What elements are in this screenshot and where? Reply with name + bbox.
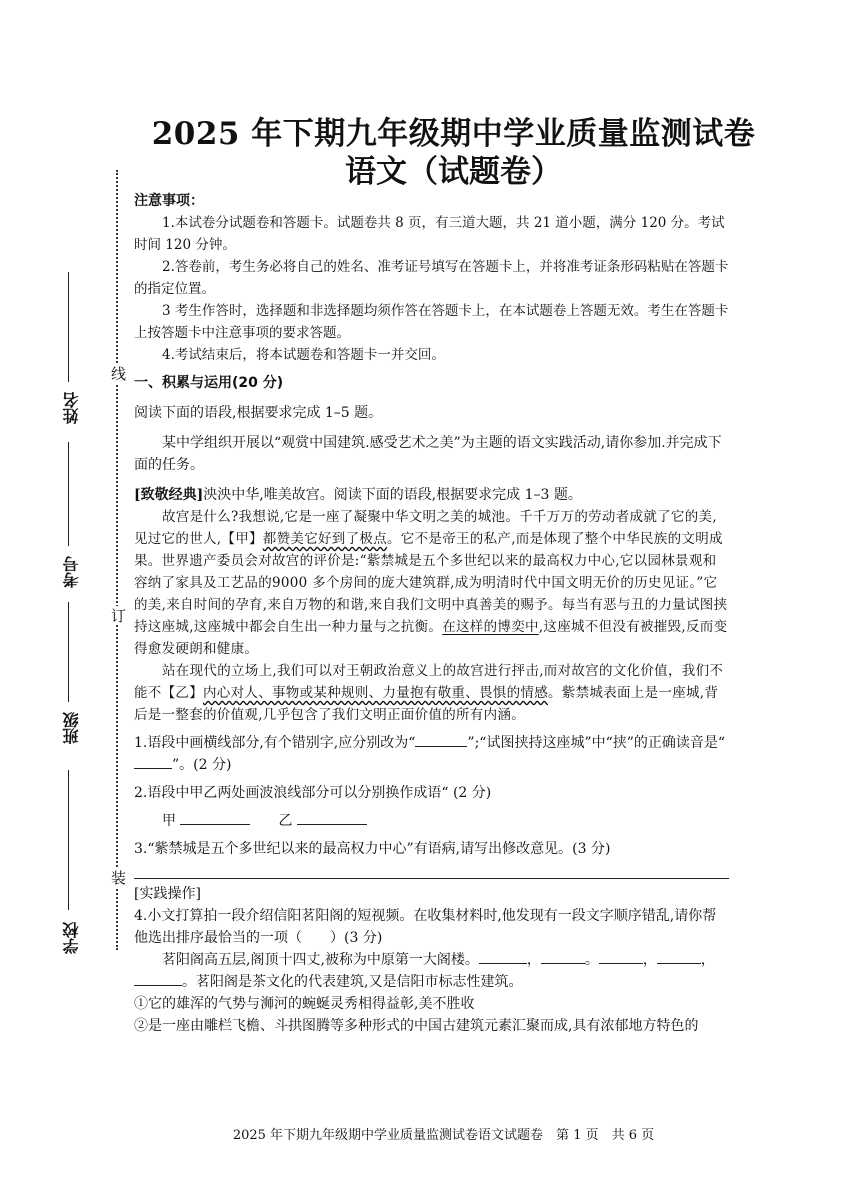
question-3: 3.“紫禁城是五个多世纪以来的最高权力中心”有语病,请写出修改意见。(3 分) (134, 841, 611, 857)
blank-label-jia: 甲 (162, 813, 176, 829)
page-footer: 2025 年下期九年级期中学业质量监测试卷语文试题卷 第 1 页 共 6 页 (232, 1128, 655, 1143)
exam-title: 2025 年下期九年级期中学业质量监测试卷 (151, 116, 756, 152)
passage-text: 。茗阳阁是茶文化的代表建筑,又是信阳市标志性建筑。 (182, 974, 523, 990)
passage-paragraph-1 (134, 506, 729, 660)
question-text: ”。(2 分) (172, 757, 232, 773)
passage-text: 。它不是帝王的私产,而是体现了整个中华民族的文明成果。世界遗产委员会对故宫的评价是:“紫禁城是五个多世纪以来的最高权力中心,它以园林景观和容纳了家具及工艺品的9000 多个房间的庞大建筑群,成为明清时代中国文明无价的历史见证。”它的美,来自时间的孕育,来自万物的和谐,来自我们文明中真善美的赐予。每当有恶与丑的力量试图挟持这座城,这座城中都会自生出一种力量与之抗衡。 (134, 531, 728, 635)
question-2: 2.语段中甲乙两处画波浪线部分可以分别换作成语“ (2 分) (134, 785, 492, 801)
answer-blank[interactable] (599, 949, 643, 964)
question-1 (134, 732, 729, 776)
option-2: ②是一座由雕栏飞檐、斗拱图腾等多种形式的中国古建筑元素汇聚而成,具有浓郁地方特色的 (134, 1018, 699, 1034)
passage-text: 。紫禁城表面上是一座城,背后是一整套的价值观,几乎包含了我们文明正面价值的所有内涵。 (134, 685, 719, 723)
note-item: 3 考生作答时，选择题和非选择题均须作答在答题卡上，在本试题卷上答题无效。考生在答题卡上按答题卡中注意事项的要求答题。 (134, 303, 729, 341)
option-1: ①它的雄浑的气势与浉河的蜿蜒灵秀相得益彰,美不胜收 (134, 996, 475, 1012)
task-line (134, 484, 729, 506)
binding-char-xian: 线 (109, 366, 127, 381)
question-text: ”;“试图挟持这座城”中“挟”的正确读音是“ (467, 735, 726, 751)
notes-heading: 注意事项： (134, 193, 204, 209)
passage-text: 茗阳阁高五层,阁顶十四丈,被称为中原第一大阁楼。 (162, 952, 479, 968)
answer-blank[interactable] (415, 732, 467, 747)
wavy-underline-jia: 都赞美它好到了极点 (262, 531, 387, 547)
name-blank-line (68, 272, 69, 382)
question-2-blanks (134, 810, 729, 832)
section-intro: 阅读下面的语段,根据要求完成 1–5 题。 (134, 405, 383, 421)
exam-subtitle: 语文（试题卷） (345, 154, 562, 190)
wavy-underline-yi: 内心对人、事物或某种规则、力量抱有敬重、畏惧的情感 (203, 685, 548, 701)
section-heading: 一、积累与运用(20 分) (134, 375, 284, 391)
passage-text: 故宫是什么?我想说,它是一座了凝聚中华文明之美的城池。千千万万的劳动者成就了它的美,见过它的世人,【甲】 (134, 509, 717, 547)
class-label: 班级 (62, 712, 81, 744)
blank-label-yi: 乙 (278, 813, 293, 829)
underline-typo: 在这样的博奕中 (442, 619, 539, 635)
class-blank-line (68, 602, 69, 702)
answer-blank[interactable] (541, 949, 585, 964)
name-label: 姓名 (62, 392, 81, 424)
school-label: 学校 (62, 922, 81, 954)
exam-number-label: 考号 (62, 556, 81, 588)
answer-blank-yi[interactable] (297, 810, 367, 825)
question-4: 4.小文打算拍一段介绍信阳茗阳阁的短视频。在收集材料时,他发现有一段文字顺序错乱,请你帮他选出排序最恰当的一项（ ）(3 分) (134, 908, 717, 946)
passage-text: 站在现代的立场上,我们可以对王朝政治意义上的故宫进行抨击,而对故宫的文化价值，我们不能不【乙】 (134, 663, 724, 701)
exam-content (134, 188, 729, 1037)
binding-dotted-line (116, 170, 118, 950)
answer-blank[interactable] (134, 971, 182, 986)
answer-rule-line (134, 878, 729, 879)
answer-blank[interactable] (134, 754, 172, 769)
answer-blank[interactable] (657, 949, 701, 964)
exam-number-blank-line (68, 442, 69, 546)
school-blank-line (68, 770, 69, 910)
passage-text: ,这座城不但没有被摧毁,反而变得愈发硬朗和健康。 (134, 619, 728, 657)
note-item: 1.本试卷分试题卷和答题卡。试题卷共 8 页，有三道大题，共 21 道小题，满分 120 分。考试时间 120 分钟。 (134, 215, 725, 253)
note-item: 2.答卷前，考生务必将自己的姓名、准考证号填写在答题卡上，并将准考证条形码粘贴在答题卡的指定位置。 (134, 259, 729, 297)
answer-blank[interactable] (479, 949, 527, 964)
note-item: 4.考试结束后，将本试题卷和答题卡一并交回。 (162, 347, 445, 363)
task-label: [致敬经典] (134, 487, 204, 503)
practice-heading: [实践操作] (134, 886, 201, 902)
binding-char-ding: 订 (109, 608, 127, 623)
passage-paragraph-2 (134, 660, 729, 726)
scenario-text: 某中学组织开展以“观赏中国建筑.感受艺术之美”为主题的语文实践活动,请你参加.并完成下面的任务。 (134, 435, 722, 473)
binding-char-zhuang: 装 (109, 870, 127, 885)
answer-blank-jia[interactable] (180, 810, 250, 825)
question-text: 1.语段中画横线部分,有个错别字,应分别改为“ (134, 735, 416, 751)
question-4-passage: 茗阳阁高五层,阁顶十四丈,被称为中原第一大阁楼。 ， 。 ， ，。茗阳阁是茶文化的代表建筑,又是信阳市标志性建筑。 (134, 949, 729, 993)
task-text: 泱泱中华,唯美故宫。阅读下面的语段,根据要求完成 1–3 题。 (203, 487, 582, 503)
